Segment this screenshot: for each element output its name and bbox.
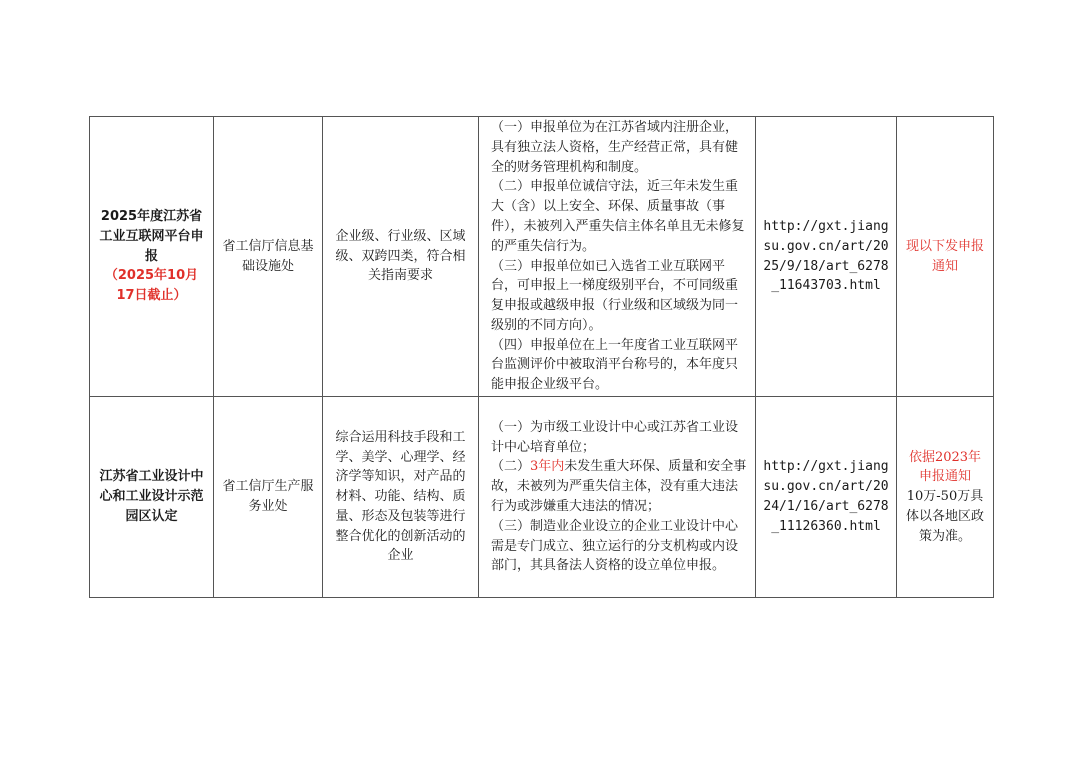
note-cell (897, 397, 994, 598)
note-red: 依据2023年申报通知 (908, 449, 982, 485)
department-cell (214, 117, 323, 397)
policy-table (89, 116, 994, 598)
note-cell (897, 117, 994, 397)
condition-item: （二）3年内未发生重大环保、质量和安全事故，未被列为严重失信主体，没有重大违法行为或涉嫌重大违法的情况； (491, 459, 747, 514)
notice-link[interactable]: http://gxt.jiangsu.gov.cn/art/2025/9/18/art_6278_11643703.html (763, 218, 889, 294)
department: 省工信厅信息基础设施处 (222, 238, 314, 274)
conditions-cell (479, 397, 756, 598)
program-name: 2025年度江苏省工业互联网平台申报 (99, 209, 204, 264)
department-cell (214, 397, 323, 598)
note-red: 现以下发申报通知 (905, 238, 984, 274)
program-name-cell (90, 117, 214, 397)
condition-highlight: 3年内 (530, 459, 565, 475)
condition-item: （二）申报单位诚信守法，近三年未发生重大（含）以上安全、环保、质量事故（事件），未被列入严重失信主体名单且无未修复的严重失信行为。 (491, 179, 745, 254)
applicant-type: 企业级、行业级、区域级、双跨四类，符合相关指南要求 (335, 228, 466, 284)
program-name-cell (90, 397, 214, 598)
program-deadline: （2025年10月17日截止） (104, 268, 199, 304)
department: 省工信厅生产服务业处 (222, 479, 314, 514)
link-cell (756, 397, 897, 598)
condition-item: （三）申报单位如已入选省工业互联网平台，可申报上一梯度级别平台，不可同级重复申报或越级申报（行业级和区域级为同一级别的不同方向）。 (491, 258, 739, 333)
table-row (90, 117, 994, 397)
notice-link[interactable]: http://gxt.jiangsu.gov.cn/art/2024/1/16/art_6278_11126360.html (763, 459, 889, 534)
condition-item: （一）为市级工业设计中心或江苏省工业设计中心培育单位； (491, 419, 739, 455)
condition-item: （四）申报单位在上一年度省工业互联网平台监测评价中被取消平台称号的，本年度只能申报企业级平台。 (491, 337, 739, 393)
link-cell (756, 117, 897, 397)
condition-item: （一）申报单位为在江苏省域内注册企业，具有独立法人资格，生产经营正常，具有健全的财务管理机构和制度。 (491, 119, 739, 175)
applicant-type: 综合运用科技手段和工学、美学、心理学、经济学等知识，对产品的材料、功能、结构、质量、形态及包装等进行整合优化的创新活动的企业 (335, 429, 466, 564)
condition-item: （三）制造业企业设立的企业工业设计中心需是专门成立、独立运行的分支机构或内设部门，其具备法人资格的设立单位申报。 (491, 518, 739, 574)
type-cell (323, 397, 479, 598)
type-cell (323, 117, 479, 397)
table-row (90, 397, 994, 598)
program-name: 江苏省工业设计中心和工业设计示范园区认定 (99, 469, 204, 524)
conditions-cell (479, 117, 756, 397)
note-text: 10万-50万具体以各地区政策为准。 (905, 489, 984, 544)
